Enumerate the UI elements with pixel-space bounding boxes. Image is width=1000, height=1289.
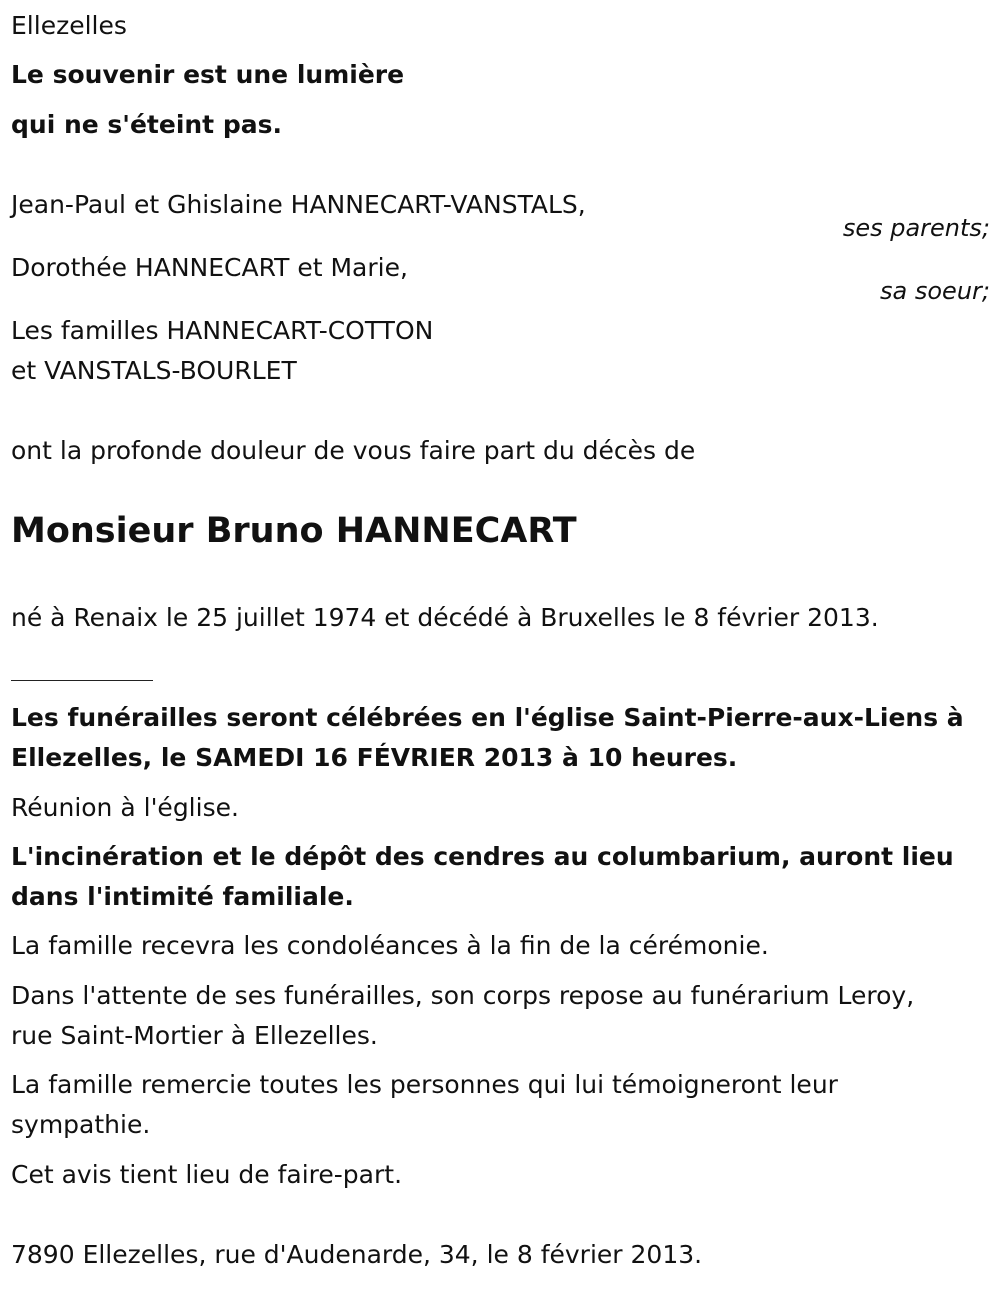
notice-text: Cet avis tient lieu de faire-part. (11, 1160, 403, 1189)
family-sister: Dorothée HANNECART et Marie, (11, 253, 408, 282)
family-families-line-1: Les familles HANNECART-COTTON (11, 316, 434, 345)
location-heading: Ellezelles (11, 11, 127, 40)
relation-parents: ses parents; (842, 214, 990, 242)
birth-death-text: né à Renaix le 25 juillet 1974 et décédé à Bruxelles le 8 février 2013. (11, 603, 879, 632)
quote-line-1: Le souvenir est une lumière (11, 60, 405, 89)
cremation-line-2: dans l'intimité familiale. (11, 882, 354, 911)
family-families-line-2: et VANSTALS-BOURLET (11, 356, 297, 385)
thanks-line-2: sympathie. (11, 1110, 151, 1139)
repose-line-2: rue Saint-Mortier à Ellezelles. (11, 1021, 378, 1050)
funeral-line-1: Les funérailles seront célébrées en l'église Saint-Pierre-aux-Liens à (11, 703, 964, 732)
announcement-text: ont la profonde douleur de vous faire part du décès de (11, 436, 696, 465)
cremation-line-1: L'incinération et le dépôt des cendres au columbarium, auront lieu (11, 842, 954, 871)
condolences-text: La famille recevra les condoléances à la fin de la cérémonie. (11, 931, 769, 960)
address-text: 7890 Ellezelles, rue d'Audenarde, 34, le 8 février 2013. (11, 1240, 703, 1269)
funeral-line-2: Ellezelles, le SAMEDI 16 FÉVRIER 2013 à 10 heures. (11, 743, 738, 772)
relation-sister: sa soeur; (880, 277, 990, 305)
repose-line-1: Dans l'attente de ses funérailles, son corps repose au funérarium Leroy, (11, 981, 915, 1010)
thanks-line-1: La famille remercie toutes les personnes qui lui témoigneront leur (11, 1070, 838, 1099)
reunion-text: Réunion à l'église. (11, 793, 239, 822)
separator-line (11, 680, 153, 681)
deceased-name: Monsieur Bruno HANNECART (11, 511, 577, 551)
family-parents: Jean-Paul et Ghislaine HANNECART-VANSTALS, (11, 190, 586, 219)
quote-line-2: qui ne s'éteint pas. (11, 110, 282, 139)
